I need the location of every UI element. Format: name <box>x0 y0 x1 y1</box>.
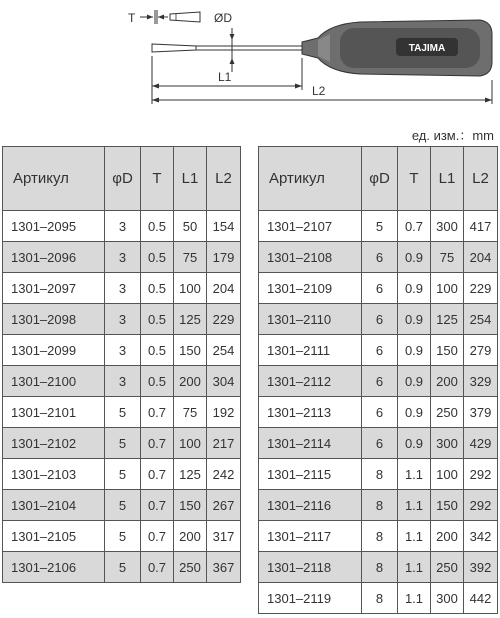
cell-article: 1301–2100 <box>3 366 105 397</box>
cell-l1: 300 <box>431 428 464 459</box>
cell-diameter: 8 <box>362 552 398 583</box>
cell-l2: 229 <box>464 273 498 304</box>
table-row <box>3 397 241 428</box>
cell-thickness: 0.5 <box>141 211 174 242</box>
spec-table-right <box>258 146 498 614</box>
table-row <box>259 428 498 459</box>
cell-l1: 100 <box>174 273 207 304</box>
cell-article: 1301–2109 <box>259 273 362 304</box>
cell-diameter: 6 <box>362 335 398 366</box>
cell-l2: 229 <box>207 304 241 335</box>
label-l1: L1 <box>218 70 232 84</box>
cell-l1: 125 <box>431 304 464 335</box>
table-row <box>259 490 498 521</box>
cell-thickness: 1.1 <box>398 459 431 490</box>
cell-l2: 279 <box>464 335 498 366</box>
table-body-left <box>3 211 241 583</box>
label-d: ØD <box>214 11 232 25</box>
cell-thickness: 0.5 <box>141 366 174 397</box>
cell-l1: 200 <box>431 366 464 397</box>
cell-thickness: 0.9 <box>398 242 431 273</box>
table-body-right <box>259 211 498 614</box>
cell-diameter: 8 <box>362 521 398 552</box>
header-l1: L1 <box>431 147 464 211</box>
cell-l2: 254 <box>464 304 498 335</box>
cell-l2: 329 <box>464 366 498 397</box>
spec-table-left <box>2 146 241 583</box>
cell-thickness: 0.5 <box>141 242 174 273</box>
cell-article: 1301–2116 <box>259 490 362 521</box>
l1-dimension <box>152 56 302 104</box>
table-row <box>3 490 241 521</box>
tip-side-view <box>170 12 200 22</box>
cell-thickness: 0.9 <box>398 273 431 304</box>
cell-article: 1301–2111 <box>259 335 362 366</box>
label-l2: L2 <box>312 84 326 98</box>
cell-diameter: 3 <box>105 242 141 273</box>
cell-diameter: 6 <box>362 428 398 459</box>
cell-l2: 192 <box>207 397 241 428</box>
cell-l1: 250 <box>431 552 464 583</box>
cell-article: 1301–2113 <box>259 397 362 428</box>
l2-dimension <box>152 80 492 104</box>
brand-logo: TAJIMA <box>408 43 446 54</box>
cell-article: 1301–2115 <box>259 459 362 490</box>
cell-article: 1301–2101 <box>3 397 105 428</box>
cell-article: 1301–2097 <box>3 273 105 304</box>
cell-article: 1301–2107 <box>259 211 362 242</box>
table-row <box>259 366 498 397</box>
cell-l2: 317 <box>207 521 241 552</box>
cell-article: 1301–2112 <box>259 366 362 397</box>
table-row <box>259 459 498 490</box>
cell-article: 1301–2110 <box>259 304 362 335</box>
cell-diameter: 5 <box>105 552 141 583</box>
cell-l1: 50 <box>174 211 207 242</box>
cell-thickness: 0.9 <box>398 304 431 335</box>
header-diameter: φD <box>105 147 141 211</box>
cell-l1: 150 <box>431 335 464 366</box>
header-diameter: φD <box>362 147 398 211</box>
cell-diameter: 3 <box>105 335 141 366</box>
cell-thickness: 1.1 <box>398 552 431 583</box>
cell-thickness: 0.7 <box>141 397 174 428</box>
cell-l2: 342 <box>464 521 498 552</box>
cell-l1: 100 <box>431 459 464 490</box>
table-row <box>3 273 241 304</box>
cell-l2: 392 <box>464 552 498 583</box>
cell-l2: 292 <box>464 490 498 521</box>
cell-diameter: 5 <box>362 211 398 242</box>
table-row <box>259 304 498 335</box>
cell-l1: 200 <box>174 366 207 397</box>
cell-diameter: 5 <box>105 397 141 428</box>
cell-l2: 254 <box>207 335 241 366</box>
cell-diameter: 6 <box>362 273 398 304</box>
cell-diameter: 6 <box>362 366 398 397</box>
thickness-dimension <box>128 10 168 25</box>
header-l2: L2 <box>207 147 241 211</box>
table-row <box>259 397 498 428</box>
cell-thickness: 0.9 <box>398 335 431 366</box>
table-row <box>259 211 498 242</box>
cell-article: 1301–2104 <box>3 490 105 521</box>
table-row <box>3 335 241 366</box>
cell-diameter: 6 <box>362 304 398 335</box>
cell-thickness: 0.7 <box>141 428 174 459</box>
cell-l2: 429 <box>464 428 498 459</box>
handle <box>302 20 492 76</box>
cell-thickness: 0.7 <box>141 459 174 490</box>
shaft <box>152 44 302 52</box>
cell-l1: 125 <box>174 459 207 490</box>
cell-diameter: 5 <box>105 428 141 459</box>
cell-l2: 242 <box>207 459 241 490</box>
cell-diameter: 8 <box>362 459 398 490</box>
cell-l1: 75 <box>174 397 207 428</box>
diameter-dimension <box>214 11 235 72</box>
header-article: Артикул <box>259 147 362 211</box>
table-header-row <box>3 147 241 211</box>
cell-l1: 250 <box>431 397 464 428</box>
cell-diameter: 8 <box>362 583 398 614</box>
cell-thickness: 0.9 <box>398 428 431 459</box>
table-row <box>3 552 241 583</box>
cell-article: 1301–2119 <box>259 583 362 614</box>
table-header-row <box>259 147 498 211</box>
cell-article: 1301–2098 <box>3 304 105 335</box>
table-row <box>3 459 241 490</box>
cell-thickness: 0.7 <box>141 490 174 521</box>
cell-l2: 204 <box>207 273 241 304</box>
table-row <box>259 521 498 552</box>
table-row <box>259 273 498 304</box>
cell-l1: 200 <box>431 521 464 552</box>
cell-l2: 379 <box>464 397 498 428</box>
cell-thickness: 0.5 <box>141 304 174 335</box>
cell-l1: 200 <box>174 521 207 552</box>
cell-article: 1301–2114 <box>259 428 362 459</box>
table-row <box>3 304 241 335</box>
table-row <box>3 366 241 397</box>
header-l2: L2 <box>464 147 498 211</box>
cell-article: 1301–2108 <box>259 242 362 273</box>
table-row <box>259 242 498 273</box>
cell-article: 1301–2102 <box>3 428 105 459</box>
cell-article: 1301–2096 <box>3 242 105 273</box>
cell-diameter: 5 <box>105 490 141 521</box>
cell-thickness: 1.1 <box>398 521 431 552</box>
cell-article: 1301–2118 <box>259 552 362 583</box>
cell-l1: 100 <box>431 273 464 304</box>
cell-thickness: 1.1 <box>398 490 431 521</box>
cell-thickness: 0.7 <box>141 552 174 583</box>
screwdriver-drawing <box>0 0 500 110</box>
cell-thickness: 0.9 <box>398 397 431 428</box>
table-row <box>259 583 498 614</box>
cell-diameter: 6 <box>362 397 398 428</box>
cell-diameter: 3 <box>105 273 141 304</box>
cell-l1: 300 <box>431 583 464 614</box>
cell-l1: 75 <box>431 242 464 273</box>
table-row <box>259 335 498 366</box>
cell-diameter: 5 <box>105 459 141 490</box>
cell-diameter: 8 <box>362 490 398 521</box>
cell-diameter: 5 <box>105 521 141 552</box>
cell-thickness: 0.7 <box>141 521 174 552</box>
cell-article: 1301–2106 <box>3 552 105 583</box>
cell-diameter: 3 <box>105 366 141 397</box>
cell-thickness: 0.9 <box>398 366 431 397</box>
unit-note: ед. изм.：mm <box>411 128 494 143</box>
table-row <box>259 552 498 583</box>
cell-thickness: 0.7 <box>398 211 431 242</box>
cell-l2: 267 <box>207 490 241 521</box>
cell-l1: 250 <box>174 552 207 583</box>
cell-l2: 292 <box>464 459 498 490</box>
header-article: Артикул <box>3 147 105 211</box>
cell-article: 1301–2099 <box>3 335 105 366</box>
cell-l2: 217 <box>207 428 241 459</box>
table-row <box>3 242 241 273</box>
cell-article: 1301–2117 <box>259 521 362 552</box>
cell-diameter: 3 <box>105 211 141 242</box>
header-thickness: T <box>141 147 174 211</box>
cell-article: 1301–2105 <box>3 521 105 552</box>
cell-article: 1301–2095 <box>3 211 105 242</box>
cell-l1: 300 <box>431 211 464 242</box>
cell-l1: 150 <box>174 490 207 521</box>
cell-diameter: 6 <box>362 242 398 273</box>
cell-l2: 367 <box>207 552 241 583</box>
cell-thickness: 1.1 <box>398 583 431 614</box>
cell-l1: 125 <box>174 304 207 335</box>
cell-l2: 442 <box>464 583 498 614</box>
cell-l2: 304 <box>207 366 241 397</box>
cell-thickness: 0.5 <box>141 273 174 304</box>
label-t: T <box>128 11 136 25</box>
header-l1: L1 <box>174 147 207 211</box>
cell-l1: 150 <box>431 490 464 521</box>
table-row <box>3 521 241 552</box>
cell-diameter: 3 <box>105 304 141 335</box>
header-thickness: T <box>398 147 431 211</box>
cell-l1: 150 <box>174 335 207 366</box>
cell-thickness: 0.5 <box>141 335 174 366</box>
cell-article: 1301–2103 <box>3 459 105 490</box>
table-row <box>3 428 241 459</box>
cell-l2: 204 <box>464 242 498 273</box>
cell-l2: 417 <box>464 211 498 242</box>
cell-l2: 154 <box>207 211 241 242</box>
cell-l2: 179 <box>207 242 241 273</box>
cell-l1: 100 <box>174 428 207 459</box>
table-row <box>3 211 241 242</box>
cell-l1: 75 <box>174 242 207 273</box>
